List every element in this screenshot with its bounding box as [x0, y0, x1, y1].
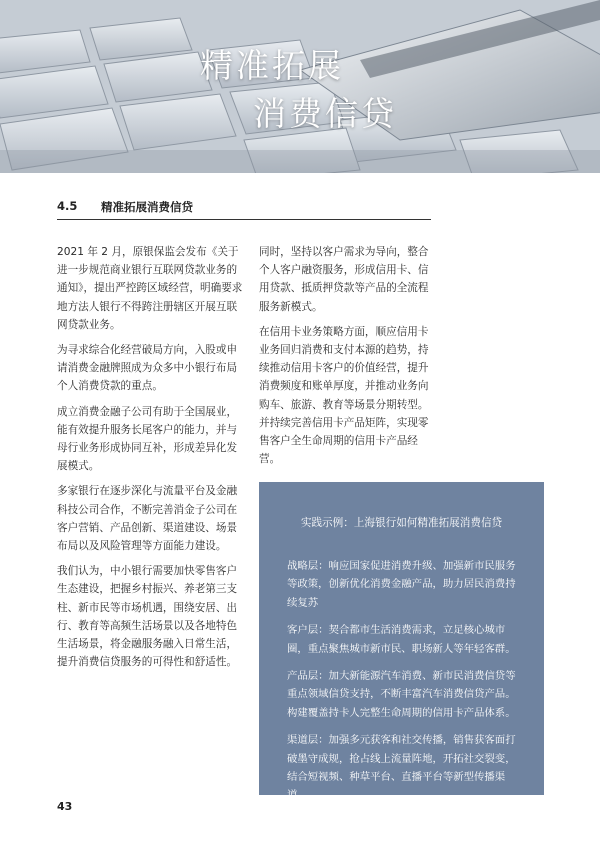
page-number: 43	[57, 800, 73, 813]
left-column	[57, 243, 245, 678]
case-study-box	[259, 482, 544, 802]
paragraph: 多家银行在逐步深化与流量平台及金融科技公司合作，不断完善消金子公司在客户营销、产品创新、渠道建设、场景布局以及风险管理等方面能力建设。	[57, 485, 238, 553]
case-study-item: 渠道层：加强多元获客和社交传播，销售获客面打破墨守成规，抢占线上流量阵地，开拓社交裂变，结合短视频、种草平台、直播平台等新型传播渠道。	[287, 734, 516, 802]
section-number: 4.5	[57, 199, 78, 213]
hero-title-line2: 消费信贷	[253, 94, 397, 133]
paragraph: 在信用卡业务策略方面，顺应信用卡业务回归消费和支付本源的趋势，持续推动信用卡客户的价值经营，提升消费频度和账单厚度，并推动业务向购车、旅游、教育等场景分期转型。并持续完善信用卡产品矩阵，实现零售客户全生命周期的信用卡产品经营。	[259, 325, 429, 466]
paragraph: 为寻求综合化经营破局方向，入股或申请消费金融牌照成为众多中小银行布局个人消费贷款的重点。	[57, 344, 238, 393]
paragraph: 2021 年 2 月，原银保监会发布《关于进一步规范商业银行互联网贷款业务的通知》，提出严控跨区域经营，明确要求地方法人银行不得跨注册辖区开展互联网贷款业务。	[57, 246, 243, 331]
case-study-item: 战略层：响应国家促进消费升级、加强新市民服务等政策，创新优化消费金融产品，助力居民消费持续复苏	[287, 560, 516, 609]
paragraph: 同时，坚持以客户需求为导向，整合个人客户融资服务，形成信用卡、信用贷款、抵质押贷款等产品的全流程服务新模式。	[259, 246, 429, 313]
case-study-item: 产品层：加大新能源汽车消费、新市民消费信贷等重点领域信贷支持，不断丰富汽车消费信贷产品。构建覆盖持卡人完整生命周期的信用卡产品体系。	[287, 670, 516, 719]
case-study-list	[287, 557, 525, 814]
case-study-item: 客户层：契合都市生活消费需求，立足核心城市圈，重点聚焦城市新市民、职场新人等年轻客群。	[287, 624, 516, 655]
hero-banner	[0, 0, 600, 173]
case-study-title: 实践示例：上海银行如何精准拓展消费信贷	[300, 517, 503, 529]
paragraph: 我们认为，中小银行需要加快零售客户生态建设，把握乡村振兴、养老第三支柱、新市民等市场机遇，围绕安居、出行、教育等高频生活场景以及各地特色生活场景，将金融服务融入日常生活，提升消费信贷服务的可得性和舒适性。	[57, 565, 238, 669]
right-column	[259, 243, 437, 475]
hero-title-line1: 精准拓展	[200, 46, 344, 85]
section-heading	[57, 199, 431, 220]
section-title: 精准拓展消费信贷	[101, 200, 193, 214]
paragraph: 成立消费金融子公司有助于全国展业，能有效提升服务长尾客户的能力，并与母行业务形成协同互补，形成差异化发展模式。	[57, 405, 238, 473]
